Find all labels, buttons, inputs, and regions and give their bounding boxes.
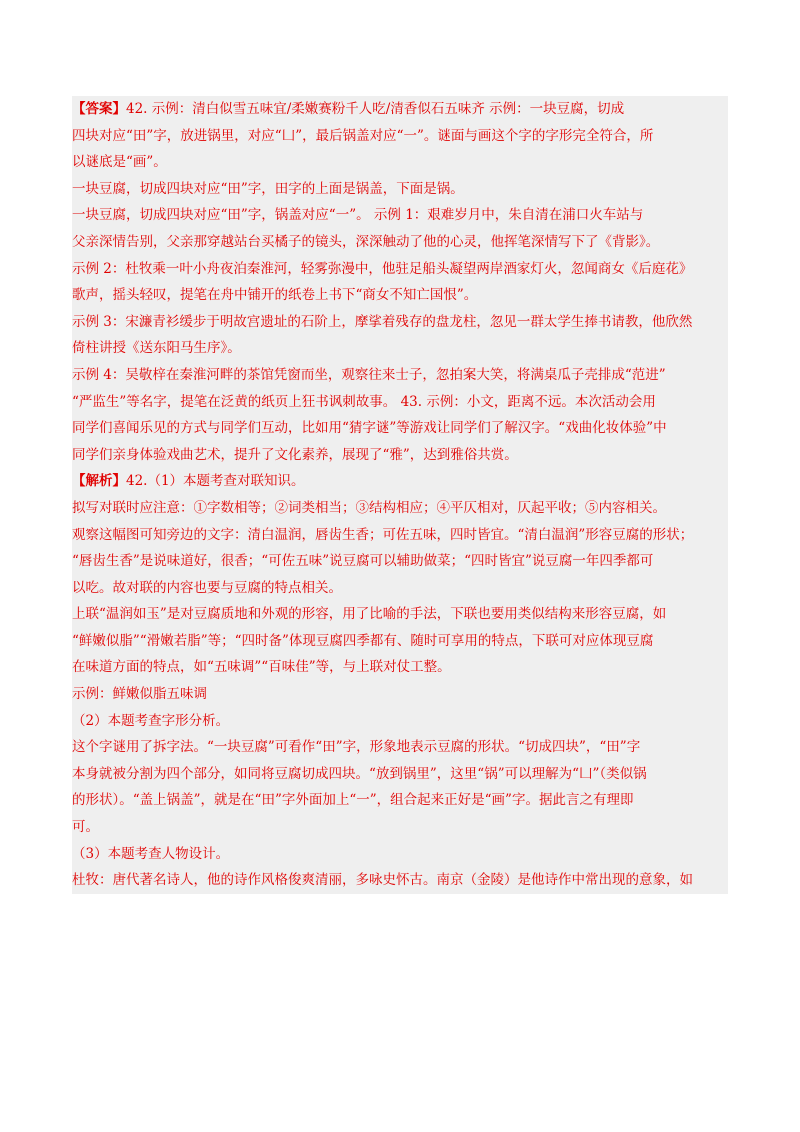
text-line [72,229,728,256]
text-line [72,548,728,575]
text-line [72,442,728,469]
text-line [72,176,728,203]
text-line [72,522,728,549]
text-line [72,123,728,150]
document-body [72,96,728,894]
text-segment: 在味道方面的特点，如“五味调”“百味佳”等，与上联对仗工整。 [72,659,451,676]
text-segment: 倚柱讲授《送东阳马生序》。 [72,340,241,357]
text-line [72,495,728,522]
text-segment: 示例 2：杜牧乘一叶小舟夜泊秦淮河，轻雾弥漫中，他驻足船头凝望两岸酒家灯火，忽闻商女《后庭花》 [72,260,693,277]
text-segment: 观察这幅图可知旁边的文字：清白温润，唇齿生香；可佐五味，四时皆宜。“清白温润”形容豆腐的形状； [72,526,694,543]
text-segment: 示例 3：宋濂青衫缓步于明故宫遗址的石阶上，摩挲着残存的盘龙柱，忽见一群太学生捧书请教，他欣然 [72,313,693,330]
text-line [72,654,728,681]
text-segment: 一块豆腐，切成四块对应“田”字，田字的上面是锅盖，下面是锅。 [72,180,464,197]
text-segment: 以谜底是“画”。 [72,154,167,171]
text-line [72,96,728,123]
text-segment: 父亲深情告别，父亲那穿越站台买橘子的镜头，深深触动了他的心灵，他挥笔深情写下了《背影》。 [72,233,660,250]
text-line [72,734,728,761]
text-line [72,415,728,442]
text-segment: 本身就被分割为四个部分，如同将豆腐切成四块。“放到锅里”，这里“锅”可以理解为“凵”（类似锅 [72,765,647,782]
text-segment: 一块豆腐，切成四块对应“田”字，锅盖对应“一”。 示例 1：艰难岁月中，朱自清在浦口火车站与 [72,207,644,224]
text-segment: 的形状）。“盖上锅盖”，就是在“田”字外面加上“一”，组合起来正好是“画”字。据此言之有理即 [72,792,634,809]
text-segment: 示例：鲜嫩似脂五味调 [72,686,207,703]
text-segment: 42. 示例：清白似雪五味宜/柔嫩赛粉千人吃/清香似石五味齐 示例：一块豆腐，切成 [126,101,625,117]
text-line [72,787,728,814]
text-segment: “唇齿生香”是说味道好，很香；“可佐五味”说豆腐可以辅助做菜；“四时皆宜”说豆腐一年四季都可 [72,553,654,570]
text-segment: “严监生”等名字，提笔在泛黄的纸页上狂书讽刺故事。 43. 示例：小文，距离不远。本次活动会用 [72,393,656,410]
text-segment: 杜牧：唐代著名诗人，他的诗作风格俊爽清丽，多咏史怀古。南京（金陵）是他诗作中常出现的意象，如 [72,872,693,889]
text-line [72,256,728,283]
text-segment: 上联“温润如玉”是对豆腐质地和外观的形容，用了比喻的手法，下联也要用类似结构来形容豆腐，如 [72,606,667,623]
text-segment: 四块对应“田”字，放进锅里，对应“凵”，最后锅盖对应“一”。谜面与画这个字的字形完全符合，所 [72,127,654,144]
text-line [72,867,728,894]
text-line [72,389,728,416]
text-line [72,575,728,602]
text-line [72,335,728,362]
text-segment: （3）本题考查人物设计。 [72,845,230,862]
section-label: 【答案】 [72,101,126,117]
text-line [72,761,728,788]
text-segment: 以吃。故对联的内容也要与豆腐的特点相关。 [72,579,342,596]
text-line [72,149,728,176]
text-line [72,708,728,735]
text-segment: 这个字谜用了拆字法。“一块豆腐”可看作“田”字，形象地表示豆腐的形状。“切成四块”，“田”字 [72,739,641,756]
text-line [72,202,728,229]
text-line [72,362,728,389]
text-line [72,282,728,309]
text-segment: 歌声，摇头轻叹，提笔在舟中铺开的纸卷上书下“商女不知亡国恨”。 [72,287,478,304]
text-segment: 可。 [72,819,99,836]
text-line [72,681,728,708]
text-line [72,601,728,628]
text-segment: 示例 4：吴敬梓在秦淮河畔的茶馆凭窗而坐，观察往来士子，忽拍案大笑，将满桌瓜子壳排成“范进” [72,366,666,383]
section-label: 【解析】 [72,473,126,490]
text-segment: 同学们喜闻乐见的方式与同学们互动，比如用“猜字谜”等游戏让同学们了解汉字。“戏曲化妆体验”中 [72,420,667,437]
text-line [72,309,728,336]
text-line [72,628,728,655]
text-line [72,841,728,868]
text-segment: 拟写对联时应注意：①字数相等；②词类相当；③结构相应；④平仄相对，仄起平收；⑤内容相关。 [72,499,666,516]
text-segment: “鲜嫩似脂”“滑嫩若脂”等；“四时备”体现豆腐四季都有、随时可享用的特点，下联可对应体现豆腐 [72,632,654,649]
text-segment: 同学们亲身体验戏曲艺术，提升了文化素养，展现了“雅”，达到雅俗共赏。 [72,446,518,463]
text-line [72,468,728,495]
text-segment: （2）本题考查字形分析。 [72,712,230,729]
text-line [72,814,728,841]
text-segment: 42.（1）本题考查对联知识。 [126,473,305,490]
